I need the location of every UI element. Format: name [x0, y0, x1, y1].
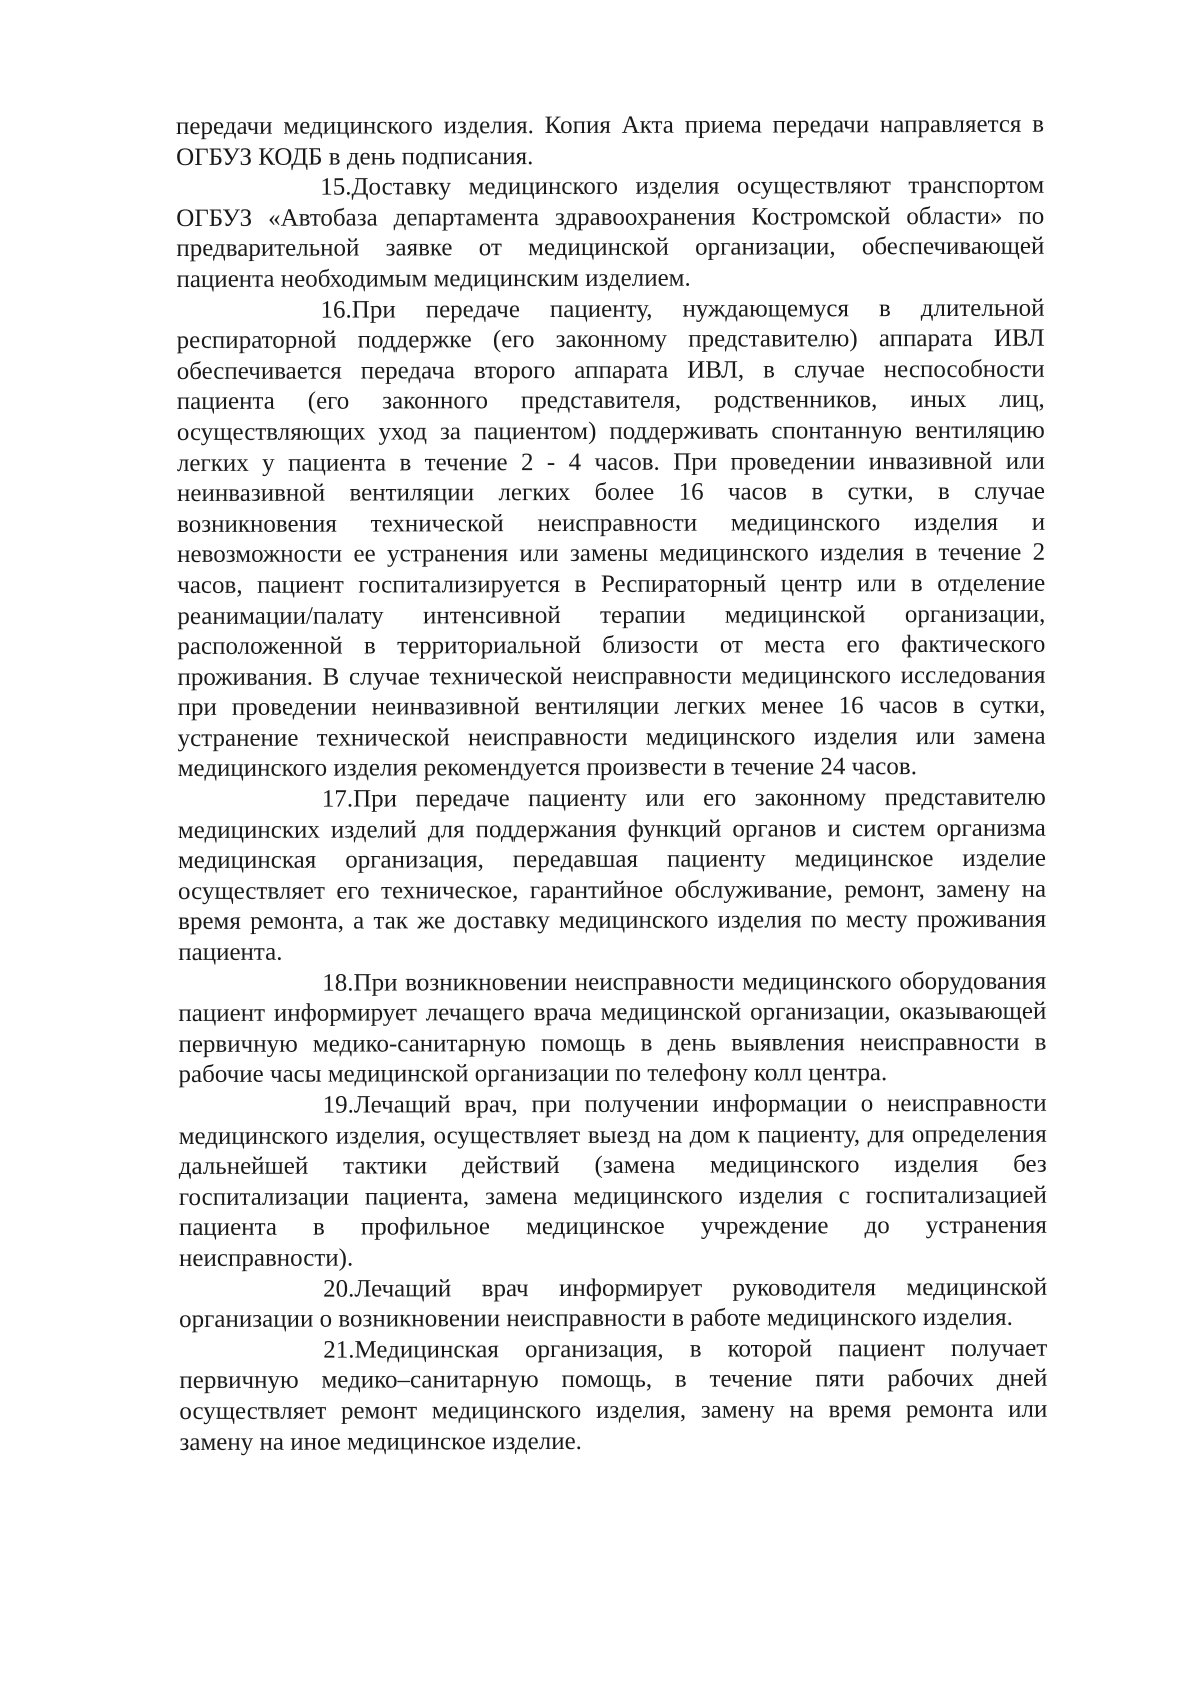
paragraph-text: При передаче пациенту, нуждающемуся в длительной респираторной поддержке (его законному представителю) аппарата ИВЛ обеспечивается передача второго аппарата ИВЛ, в случае неспособности пациента (его законного представителя, родственников, иных лиц, осуществляющих уход за пациентом) поддерживать спонтанную вентиляцию легких у пациента в течение 2 - 4 часов. При проведении инвазивной или неинвазивной вентиляции легких более 16 часов в сутки, в случае возникновения технической неисправности медицинского изделия и невозможности ее устранения или замены медицинского изделия в течение 2 часов, пациент госпитализируется в Респираторный центр или в отделение реанимации/палату интенсивной терапии медицинской организации, расположенной в территориальной близости от места его фактического проживания. В случае технической неисправности медицинского исследования при проведении неинвазивной вентиляции легких менее 16 часов в сутки, устранение технической неисправности медицинского изделия или замена медицинского изделия рекомендуется произвести в течение 24 часов.	[176, 294, 1046, 783]
paragraph-number: 17.	[321, 785, 354, 813]
paragraph-number: 20.	[323, 1275, 355, 1303]
paragraph-20	[179, 1272, 1047, 1335]
paragraph-18	[178, 966, 1046, 1091]
intro-paragraph: передачи медицинского изделия. Копия Акта приема передачи направляется в ОГБУЗ КОДБ в день подписания.	[176, 110, 1045, 171]
paragraph-number: 19.	[322, 1091, 354, 1119]
paragraph-number: 18.	[322, 969, 354, 997]
paragraph-21	[179, 1333, 1047, 1458]
paragraph-19	[179, 1089, 1047, 1275]
paragraph-16	[176, 293, 1045, 785]
paragraph-number: 21.	[323, 1336, 355, 1364]
paragraph-text: Доставку медицинского изделия осуществляют транспортом ОГБУЗ «Автобаза департамента здравоохранения Костромской области» по предварительной заявке от медицинской организации, обеспечивающей пациента необходимым медицинским изделием.	[176, 171, 1045, 293]
paragraph-number: 16.	[320, 296, 352, 324]
paragraph-15	[176, 171, 1044, 296]
document-page	[176, 110, 1048, 1458]
paragraph-text: При возникновении неисправности медицинского оборудования пациент информирует лечащего врача медицинской организации, оказывающей первичную медико-санитарную помощь в день выявления неисправности в рабочие часы медицинской организации по телефону колл центра.	[178, 967, 1047, 1089]
paragraph-17	[178, 783, 1046, 969]
paragraph-text: Лечащий врач информирует руководителя медицинской организации о возникновении неисправности в работе медицинского изделия.	[179, 1273, 1048, 1334]
paragraph-number: 15.	[320, 173, 352, 201]
paragraph-text: Медицинская организация, в которой пациент получает первичную медико–санитарную помощь, в течение пяти рабочих дней осуществляет ремонт медицинского изделия, замену на время ремонта или замену на иное медицинское изделие.	[179, 1334, 1048, 1456]
paragraph-text: Лечащий врач, при получении информации о неисправности медицинского изделия, осуществляет выезд на дом к пациенту, для определения дальнейшей тактики действий (замена медицинского изделия без госпитализации пациента, замена медицинского изделия с госпитализацией пациента в профильное медицинское учреждение до устранения неисправности).	[178, 1089, 1047, 1272]
paragraph-text: При передаче пациенту или его законному представителю медицинских изделий для поддержания функций органов и систем организма медицинская организация, передавшая пациенту медицинское изделие осуществляет его техническое, гарантийное обслуживание, ремонт, замену на время ремонта, а так же доставку медицинского изделия по месту проживания пациента.	[177, 783, 1047, 967]
